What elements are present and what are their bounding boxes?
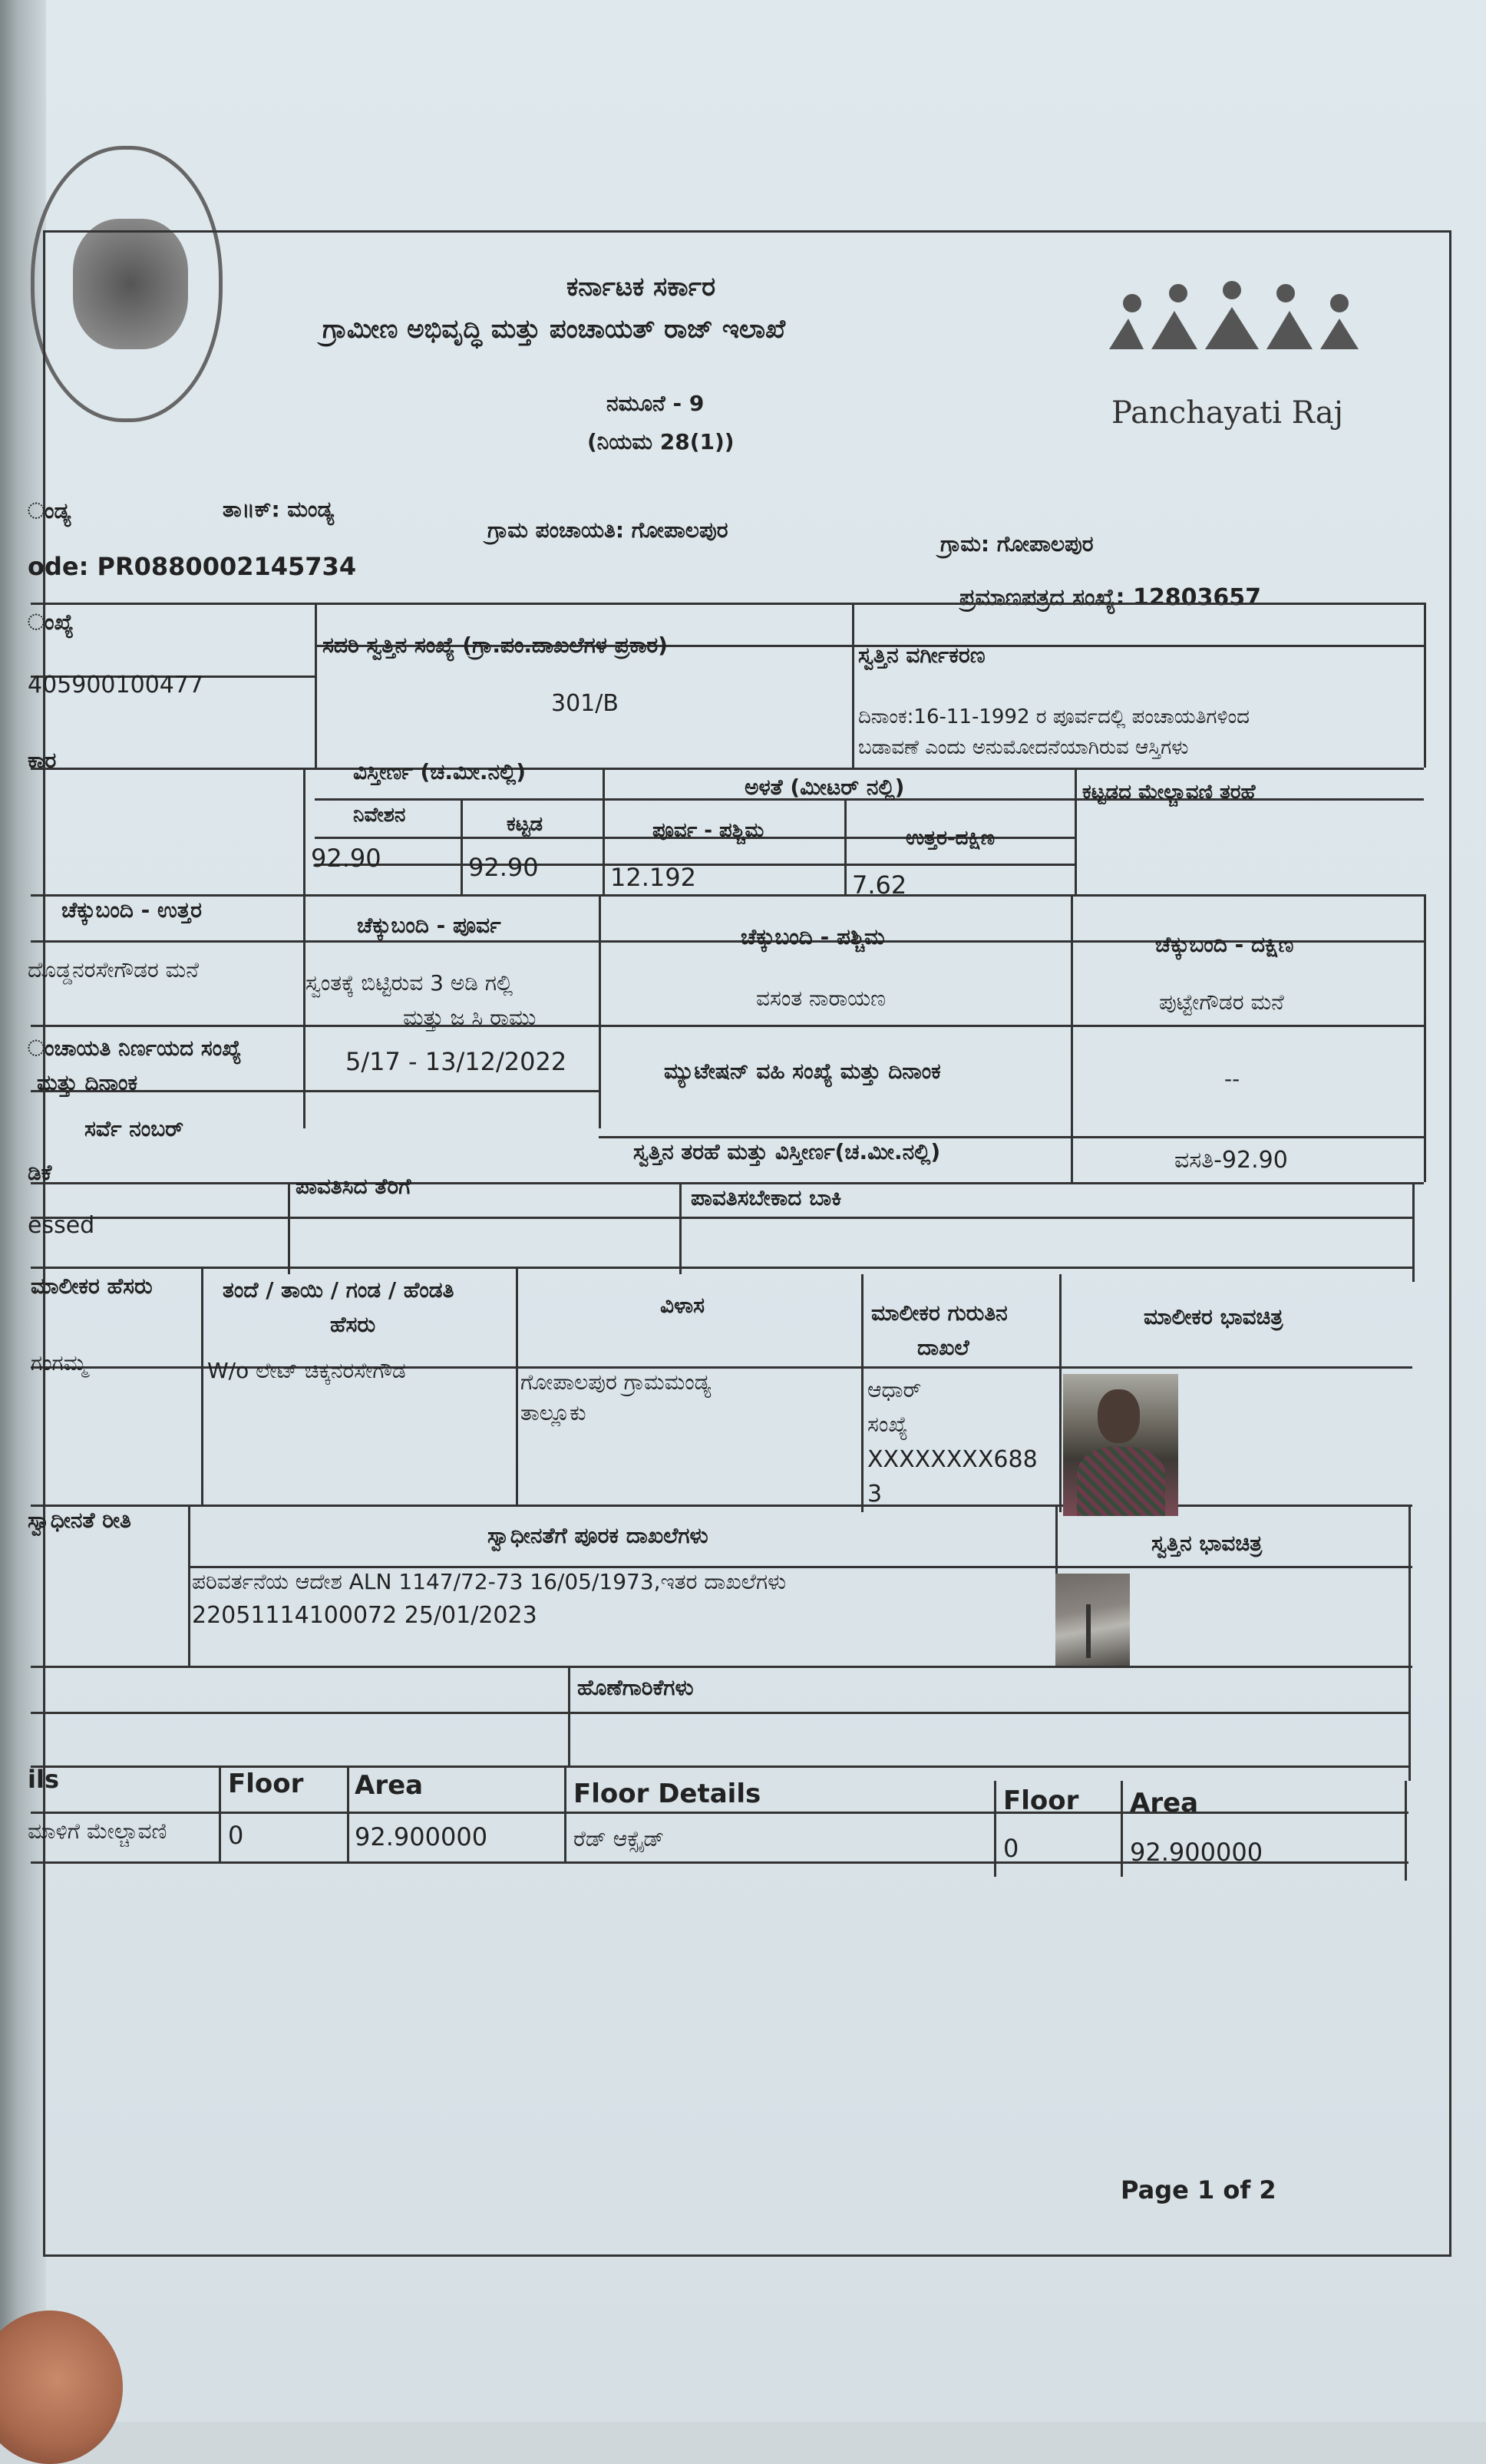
rule [1059,1274,1062,1512]
floor-header-left: Floor [228,1769,304,1799]
property-photo [1055,1574,1130,1666]
rule [31,1267,1412,1269]
dimension-header: ಅಳತೆ (ಮೀಟರ್ ನಲ್ಲಿ) [745,775,905,800]
address-header: ವಿಳಾಸ [660,1293,705,1318]
rule [188,1566,1412,1568]
rule [1424,894,1426,1182]
rule [31,1182,1424,1184]
rule [31,1217,1412,1219]
owner-photo-body [1077,1447,1165,1516]
east-west-value: 12.192 [610,863,696,892]
east-west-header: ಪೂರ್ವ - ಪಶ್ಚಿಮ [652,819,764,842]
resolution-label-1: ಂಚಾಯತಿ ನಿರ್ಣಯದ ಸಂಖ್ಯೆ [28,1035,242,1061]
rule [564,1765,566,1861]
classification-line-1: ದಿನಾಂಕ:16-11-1992 ರ ಪೂರ್ವದಲ್ಲಿ ಪಂಚಾಯತಿಗಳಿಂದ [858,705,1250,728]
area-header-right: Area [1130,1788,1199,1818]
tax-paid-label: ಪಾವತಿಸಿದ ತೆರಿಗೆ [296,1174,411,1199]
rule [315,603,317,768]
certificate-number: ಪ್ರಮಾಣಪತ್ರದ ಸಂಖ್ಯೆ: 12803657 [959,584,1261,611]
rule [31,1812,1408,1814]
rule [599,894,601,1128]
property-type-area-label: ಸ್ವತ್ತಿನ ತರಹೆ ಮತ್ತು ವಿಸ್ತೀರ್ಣ(ಚ.ಮೀ.ನಲ್ಲಿ) [633,1139,941,1164]
owner-photo-header: ಮಾಲೀಕರ ಭಾವಚಿತ್ರ [1144,1304,1283,1329]
rule-number: (ನಿಯಮ 28(1)) [587,429,735,454]
property-type-label: ಕಾರ [28,748,57,773]
taluk-label: ತಾ॥ಕ್: ಮಂಡ್ಯ [223,497,335,522]
rule [852,603,854,768]
rule [31,1712,1408,1714]
property-photo-header: ಸ್ವತ್ತಿನ ಭಾವಚಿತ್ರ [1151,1531,1263,1556]
owner-name-header: ಮಾಲೀಕರ ಹೆಸರು [31,1273,153,1299]
tax-label-1: ಡಿಕೆ [28,1160,52,1185]
owner-id-header-1: ಮಾಲೀಕರ ಗುರುತಿನ [871,1300,1008,1326]
rule [188,1504,190,1666]
floor-left-floor: 0 [228,1821,244,1850]
north-boundary-value: ದೊಡ್ಡನರಸೇಗೌಡರ ಮನೆ [28,957,199,983]
floor-details-left-header: ils [28,1765,59,1794]
rule [31,1765,1408,1768]
rule [1121,1781,1123,1877]
address-value-1: ಗೋಪಾಲಪುರ ಗ್ರಾಮಮಂಡ್ಯ [520,1369,712,1395]
rule [31,894,1424,897]
rule [679,1182,682,1274]
rule [201,1267,203,1504]
property-id-value: 405900100477 [28,672,204,699]
floor-right-floor: 0 [1003,1834,1019,1863]
owner-id-value-3: XXXXXXXX688 [867,1446,1038,1473]
north-south-value: 7.62 [852,870,907,900]
department-title: ಗ್ರಾಮೀಣ ಅಭಿವೃದ್ಧಿ ಮತ್ತು ಪಂಚಾಯತ್ ರಾಜ್ ಇಲಾಖೆ [322,314,786,345]
owner-name-value: ಗಂಗಮ್ಮ [31,1350,88,1376]
classification-line-2: ಬಡಾವಣೆ ಎಂದು ಅನುಮೋದನೆಯಾಗಿರುವ ಆಸ್ತಿಗಳು [858,736,1189,759]
tax-due-label: ಪಾವತಿಸಬೇಕಾದ ಬಾಕಿ [691,1185,842,1211]
owner-photo [1063,1374,1178,1516]
rule [1405,1781,1407,1881]
rule [1075,768,1077,894]
owner-id-value-1: ಆಧಾರ್ [867,1377,922,1402]
area-header: ವಿಸ್ತೀರ್ಣ (ಚ.ಮೀ.ನಲ್ಲಿ) [353,759,527,784]
floor-right-area: 92.900000 [1130,1838,1263,1867]
rule [219,1765,221,1861]
liabilities-header: ಹೊಣೆಗಾರಿಕೆಗಳು [577,1675,694,1700]
rule [1071,894,1073,1182]
property-classification-header: ಸ್ವತ್ತಿನ ವರ್ಗೀಕರಣ [858,642,986,668]
district-label: ಂಡ್ಯ [28,498,71,524]
east-boundary-value-2: ಮತ್ತು ಜ ಸಿ ರಾಮು [403,1005,537,1030]
parent-name-header-2: ಹೆಸರು [330,1312,376,1337]
floor-header-right: Floor [1003,1785,1079,1816]
owner-photo-face [1098,1389,1140,1443]
resolution-label-2: ಮತ್ತು ದಿನಾಂಕ [37,1070,138,1095]
document-frame [43,230,1451,2257]
rule [31,1504,1412,1507]
east-boundary-header: ಚೆಕ್ಕುಬಂದಿ - ಪೂರ್ವ [357,913,501,938]
site-area-value: 92.90 [311,844,381,873]
area-header-left: Area [355,1770,424,1801]
page-curl [0,0,46,2422]
north-boundary-header: ಚೆಕ್ಕುಬಂದಿ - ಉತ್ತರ [61,897,202,923]
rule [1424,603,1426,768]
building-area-value: 92.90 [468,853,539,882]
govt-title: ಕರ್ನಾಟಕ ಸರ್ಕಾರ [566,272,716,302]
rule [31,768,1424,770]
mutation-label: ಮ್ಯುಟೇಷನ್ ವಹಿ ಸಂಖ್ಯೆ ಮತ್ತು ದಿನಾಂಕ [664,1059,941,1084]
property-code: ode: PR0880002145734 [28,552,357,581]
logo-text: Panchayati Raj [1111,395,1344,431]
resolution-value: 5/17 - 13/12/2022 [345,1047,567,1076]
property-number-value: 301/B [551,690,619,717]
parent-name-value: W/o ಲೇಟ್ ಚಿಕ್ಕನರಸೇಗೌಡ [207,1358,406,1383]
rule [603,768,605,894]
rule [31,603,1424,605]
south-boundary-header: ಚೆಕ್ಕುಬಂದಿ - ದಕ್ಷಿಣ [1155,932,1294,957]
rule [568,1666,570,1765]
rule [844,798,847,894]
owner-id-value-2: ಸಂಖ್ಯೆ [867,1412,908,1437]
east-boundary-value-1: ಸ್ವಂತಕ್ಕೆ ಬಿಟ್ಟಿರುವ 3 ಅಡಿ ಗಲ್ಲಿ [305,970,513,996]
rule [861,1274,864,1512]
parent-name-header-1: ತಂದೆ / ತಾಯಿ / ಗಂಡ / ಹೆಂಡತಿ [223,1277,454,1303]
floor-left-area: 92.900000 [355,1822,488,1851]
form-number: ನಮೂನೆ - 9 [606,391,705,416]
south-boundary-value: ಪುಟ್ಟೇಗೌಡರ ಮನೆ [1159,989,1284,1015]
village-label: ಗ್ರಾಮ: ಗೋಪಾಲಪುರ [940,531,1094,557]
rule [1408,1504,1411,1673]
site-header: ನಿವೇಶನ [353,804,406,827]
property-photo-structure [1086,1604,1091,1658]
rule [994,1781,996,1877]
mutation-value: -- [1224,1066,1240,1092]
ownership-method-label: ಸ್ವಾಧೀನತೆ ರೀತಿ [28,1508,131,1533]
building-header: ಕಟ್ಟಡ [507,813,543,836]
page-number: Page 1 of 2 [1121,2175,1276,2205]
rule [599,1136,1424,1138]
rule [461,798,463,894]
floor-left-details: ಮಾಳಿಗೆ ಮೇಲ್ಚಾವಣಿ [28,1818,167,1844]
property-number-header: ಸದರಿ ಸ್ವತ್ತಿನ ಸಂಖ್ಯೆ (ಗ್ರಾ.ಪಂ.ದಾಖಲೆಗಳ ಪ್ರಕಾರ) [322,633,668,658]
owner-id-value-4: 3 [867,1481,883,1508]
west-boundary-value: ವಸಂತ ನಾರಾಯಣ [756,986,886,1011]
property-type-area-value: ವಸತಿ-92.90 [1174,1147,1288,1174]
ownership-docs-line-2: 22051114100072 25/01/2023 [192,1602,537,1629]
west-boundary-header: ಚೆಕ್ಕುಬಂದಿ - ಪಶ್ಚಿಮ [741,924,885,950]
floor-right-details: ರೆಡ್ ಆಕ್ಸೈಡ್ [573,1826,665,1851]
north-south-header: ಉತ್ತರ-ದಕ್ಷಿಣ [906,827,996,850]
rule [31,1666,1412,1668]
survey-number-label: ಸರ್ವೆ ನಂಬರ್ [84,1116,184,1141]
floor-details-header-right: Floor Details [573,1779,761,1809]
gram-panchayat-label: ಗ್ರಾಮ ಪಂಚಾಯತಿ: ಗೋಪಾಲಪುರ [487,517,728,543]
rule [347,1765,349,1861]
rule [516,1267,518,1504]
owner-id-header-2: ದಾಖಲೆ [917,1335,969,1360]
ownership-docs-line-1: ಪರಿವರ್ತನೆಯ ಆದೇಶ ALN 1147/72-73 16/05/1973,ಇತರ ದಾಖಲೆಗಳು [192,1569,787,1594]
ownership-docs-header: ಸ್ವಾಧೀನತೆಗೆ ಪೂರಕ ದಾಖಲೆಗಳು [487,1523,708,1548]
address-value-2: ತಾಲ್ಲೂಕು [520,1400,586,1425]
tax-label-2: essed [28,1212,95,1239]
rule [303,768,305,1128]
rule [1408,1673,1411,1781]
rule [288,1182,290,1274]
roof-type-header: ಕಟ್ಟಡದ ಮೇಲ್ಚಾವಣಿ ತರಹೆ [1082,781,1256,804]
rule [1412,1182,1415,1282]
rule [31,1025,1424,1027]
property-id-header: ಂಖ್ಯೆ [28,609,74,635]
